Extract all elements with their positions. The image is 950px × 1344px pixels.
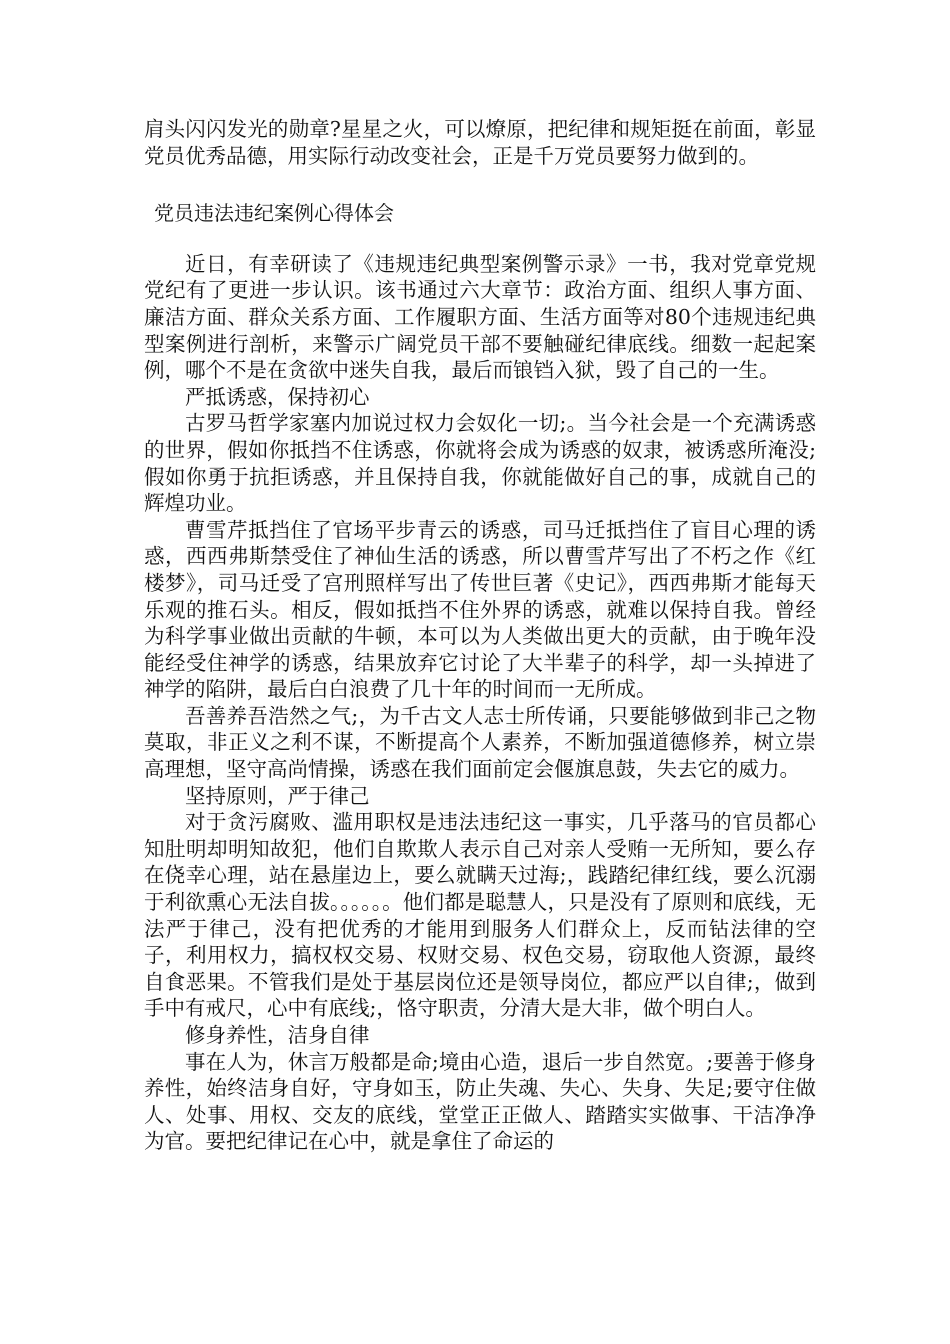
intro-paragraph: 肩头闪闪发光的勋章?星星之火，可以燎原，把纪律和规矩挺在前面，彰显党员优秀品德，用实际行动改变社会，正是千万党员要努力做到的。 <box>144 117 816 168</box>
section-heading: 修身养性，洁身自律 <box>185 1023 370 1047</box>
document-page <box>144 116 816 1155</box>
body-paragraph: 曹雪芹抵挡住了官场平步青云的诱惑，司马迁抵挡住了盲目心理的诱惑，西西弗斯禁受住了神仙生活的诱惑，所以曹雪芹写出了不朽之作《红楼梦》，司马迁受了宫刑照样写出了传世巨著《史记》，西西弗斯才能每天乐观的推石头。相反，假如抵挡不住外界的诱惑，就难以保持自我。曾经为科学事业做出贡献的牛顿，本可以为人类做出更大的贡献，由于晚年没能经受住神学的诱惑，结果放弃它讨论了大半辈子的科学，却一头掉进了神学的陷阱，最后白白浪费了几十年的时间而一无所成。 <box>144 517 816 702</box>
body-paragraph: 事在人为，休言万般都是命;境由心造，退后一步自然宽。;要善于修身养性，始终洁身自好，守身如玉，防止失魂、失心、失身、失足;要守住做人、处事、用权、交友的底线，堂堂正正做人、踏踏实实做事、干洁净净为官。要把纪律记在心中，就是拿住了命运的 <box>144 1049 816 1154</box>
article-title: 党员违法违纪案例心得体会 <box>154 201 394 226</box>
body-paragraph: 古罗马哲学家塞内加说过权力会奴化一切;。当今社会是一个充满诱惑的世界，假如你抵挡不住诱惑，你就将会成为诱惑的奴隶，被诱惑所淹没;假如你勇于抗拒诱惑，并且保持自我，你就能做好自己的事，成就自己的辉煌功业。 <box>144 411 816 516</box>
body-paragraph: 吾善养吾浩然之气;，为千古文人志士所传诵，只要能够做到非己之物莫取，非正义之利不谋，不断提高个人素养，不断加强道德修养，树立崇高理想，坚守高尚情操，诱惑在我们面前定会偃旗息鼓，失去它的威力。 <box>144 703 816 782</box>
section-heading: 坚持原则，严于律己 <box>185 783 370 808</box>
body-paragraph: 对于贪污腐败、滥用职权是违法违纪这一事实，几乎落马的官员都心知肚明却明知故犯，他们自欺欺人表示自己对亲人受贿一无所知，要么存在侥幸心理，站在悬崖边上，要么就瞒天过海;，践踏纪律红线，要么沉溺于利欲熏心无法自拔。。。。。。他们都是聪慧人，只是没有了原则和底线，无法严于律己，没有把优秀的才能用到服务人们群众上，反而钻法律的空子，利用权力，搞权权交易、权财交易、权色交易，窃取他人资源，最终自食恶果。不管我们是处于基层岗位还是领导岗位，都应严以自律;，做到手中有戒尺，心中有底线;，恪守职责，分清大是大非，做个明白人。 <box>144 810 816 1021</box>
section-heading: 严抵诱惑，保持初心 <box>185 384 370 409</box>
body-paragraph: 近日，有幸研读了《违规违纪典型案例警示录》一书，我对党章党规党纪有了更进一步认识。该书通过六大章节：政治方面、组织人事方面、廉洁方面、群众关系方面、工作履职方面、生活方面等对80个违规违纪典型案例进行剖析，来警示广阔党员干部不要触碰纪律底线。细数一起起案例，哪个不是在贪欲中迷失自我，最后而锒铛入狱，毁了自己的一生。 <box>144 251 816 383</box>
